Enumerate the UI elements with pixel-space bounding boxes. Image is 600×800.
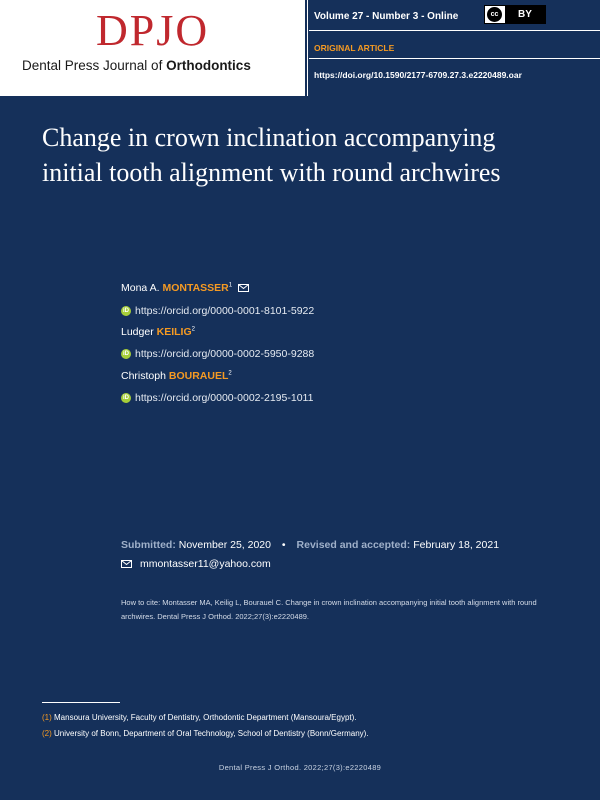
volume-info: Volume 27 - Number 3 - Online [314,11,459,22]
affiliation-number: (1) [42,713,52,722]
journal-logo: DPJO [96,6,210,55]
orcid-url[interactable]: https://orcid.org/0000-0002-2195-1011 [135,392,314,404]
header-divider [307,0,308,96]
journal-name [22,58,251,73]
orcid-link[interactable] [121,392,313,404]
author-affiliation-number: 2 [228,370,232,377]
date-separator: • [281,539,286,551]
corresponding-email[interactable] [121,558,271,570]
author-last-name: BOURAUEL [168,370,229,382]
affiliation-text: University of Bonn, Department of Oral Technology, School of Dentistry (Bonn/Germany). [54,729,369,738]
orcid-url[interactable]: https://orcid.org/0000-0002-5950-9288 [135,348,315,360]
submitted-label: Submitted: [121,539,176,551]
author-first-name: Mona A. [121,282,160,294]
orcid-icon: iD [123,351,129,357]
cc-by-label: BY [505,6,545,23]
mail-icon[interactable] [238,284,249,292]
author-first-name: Ludger [121,326,154,338]
submitted-date: November 25, 2020 [178,539,271,551]
cc-license-badge[interactable] [484,5,546,24]
orcid-link[interactable] [121,348,314,360]
affiliation-number: (2) [42,729,52,738]
author-1 [121,282,249,294]
revised-date: February 18, 2021 [413,539,500,551]
author-3 [121,370,232,382]
submission-dates [121,539,499,551]
article-type: ORIGINAL ARTICLE [314,43,395,53]
author-first-name: Christoph [121,370,166,382]
mail-icon [121,560,132,568]
revised-label: Revised and accepted: [296,539,411,551]
orcid-link[interactable] [121,305,314,317]
journal-name-regular: Dental Press Journal of [22,58,167,73]
article-title: Change in crown inclination accompanying initial tooth alignment with round archwires [42,123,501,187]
orcid-icon: iD [123,308,129,314]
author-affiliation-number: 1 [228,282,233,289]
email-address[interactable]: mmontasser11@yahoo.com [140,558,271,570]
author-last-name: KEILIG [156,326,192,338]
how-to-cite: How to cite: Montasser MA, Keilig L, Bourauel C. Change in crown inclination accompanying initial tooth alignment with round archwires. Dental Press J Orthod. 2022;27(3):e2220489. [121,598,537,621]
meta-divider [309,58,600,59]
author-affiliation-number: 2 [191,326,195,333]
journal-header [0,0,305,96]
author-last-name: MONTASSER [162,282,229,294]
affiliation-text: Mansoura University, Faculty of Dentistry, Orthodontic Department (Mansoura/Egypt). [54,713,357,722]
author-2 [121,326,195,338]
affiliation-1 [42,713,357,722]
affiliation-2 [42,729,369,738]
footnote-divider [42,702,120,703]
page-footer: Dental Press J Orthod. 2022;27(3):e2220489 [218,763,382,772]
orcid-icon: iD [123,395,129,401]
journal-name-bold: Orthodontics [166,58,251,73]
orcid-url[interactable]: https://orcid.org/0000-0001-8101-5922 [135,305,315,317]
cc-icon: cc [487,7,502,22]
meta-divider [309,30,600,31]
doi-link[interactable]: https://doi.org/10.1590/2177-6709.27.3.e2220489.oar [314,70,522,80]
